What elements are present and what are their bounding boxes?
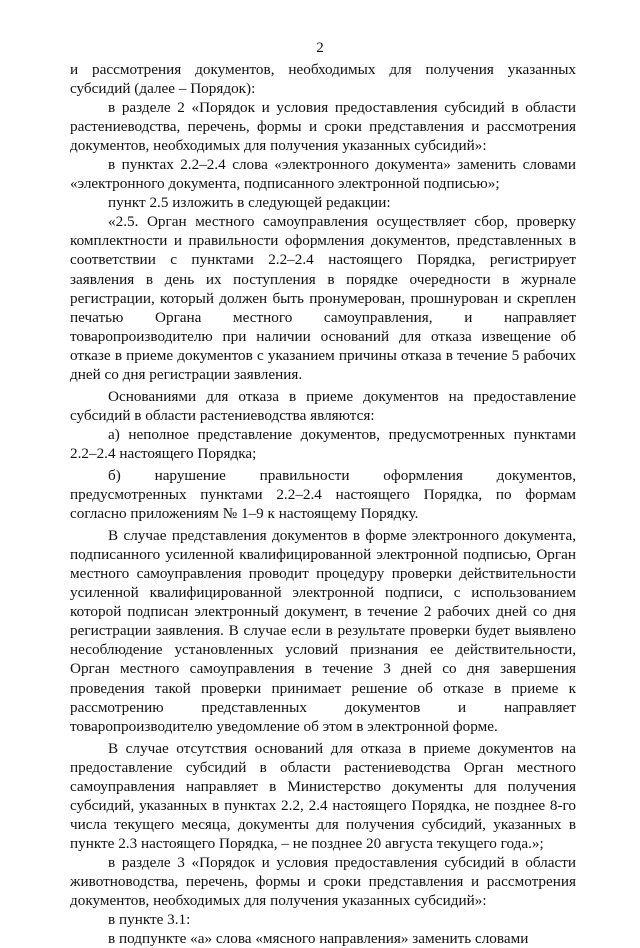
paragraph-ground-a: а) неполное представление документов, предусмотренных пунктами 2.2–2.4 настоящего Порядка; bbox=[70, 425, 576, 462]
document-body bbox=[70, 60, 576, 948]
paragraph-section-2: в разделе 2 «Порядок и условия предоставления субсидий в области растениеводства, перечень, формы и сроки представления и рассмотрения документов, необходимых для получения указанных субсидий»: bbox=[70, 99, 576, 155]
paragraph-points-2-2-2-4: в пунктах 2.2–2.4 слова «электронного документа» заменить словами «электронного документа, подписанного электронной подписью»; bbox=[70, 156, 576, 193]
paragraph-ground-b: б) нарушение правильности оформления документов, предусмотренных пунктами 2.2–2.4 настоящего Порядка, по формам согласно приложениям № 1–9 к настоящему Порядку. bbox=[70, 466, 576, 523]
page-number: 2 bbox=[316, 40, 324, 56]
paragraph-point-2-5: пункт 2.5 изложить в следующей редакции: bbox=[108, 194, 391, 212]
paragraph-section-3: в разделе 3 «Порядок и условия предоставления субсидий в области животноводства, перечень, формы и сроки представления и рассмотрения документов, необходимых для получения указанных субсидий»: bbox=[70, 853, 576, 910]
paragraph-point-3-1: в пункте 3.1: bbox=[108, 911, 191, 929]
paragraph-intro: и рассмотрения документов, необходимых для получения указанных субсидий (далее – Порядок): bbox=[70, 61, 576, 98]
paragraph-no-refusal: В случае отсутствия оснований для отказа в приеме документов на предоставление субсидий в области растениеводства Орган местного самоуправления направляет в Министерство документы для получения субсидий, указанных в пунктах 2.2, 2.4 настоящего Порядка, не позднее 8-го числа текущего месяца, документы для получения субсидий, указанных в пункте 2.3 настоящего Порядка, – не позднее 20 августа текущего года.»; bbox=[70, 739, 576, 852]
paragraph-refusal-grounds: Основаниями для отказа в приеме документов на предоставление субсидий в области растениеводства являются: bbox=[70, 387, 576, 424]
paragraph-subpoint-a: в подпункте «а» слова «мясного направления» заменить словами bbox=[108, 930, 529, 948]
paragraph-electronic-signature: В случае представления документов в форме электронного документа, подписанного усиленной квалифицированной электронной подписью, Орган местного самоуправления проводит процедуру проверки действительности усиленной квалифицированной электронной подписи, с использованием которой подписан электронный документ, в течение 2 рабочих дней со дня регистрации заявления. В случае если в результате проверки будет выявлено несоблюдение установленных условий признания ее действительности, Орган местного самоуправления в течение 3 дней со дня завершения проведения такой проверки принимает решение об отказе в приеме к рассмотрению представленных документов и направляет товаропроизводителю уведомление об этом в электронной форме. bbox=[70, 527, 576, 735]
paragraph-2-5-text: «2.5. Орган местного самоуправления осуществляет сбор, проверку комплектности и правильности оформления документов, представленных в соответствии с пунктами 2.2–2.4 настоящего Порядка, регистрирует заявления в день их поступления в порядке очередности в журнале регистрации, который должен быть пронумерован, прошнурован и скреплен печатью Органа местного самоуправления, и направляет товаропроизводителю при наличии оснований для отказа извещение об отказе в приеме документов с указанием причины отказа в течение 5 рабочих дней со дня регистрации заявления. bbox=[70, 213, 576, 383]
